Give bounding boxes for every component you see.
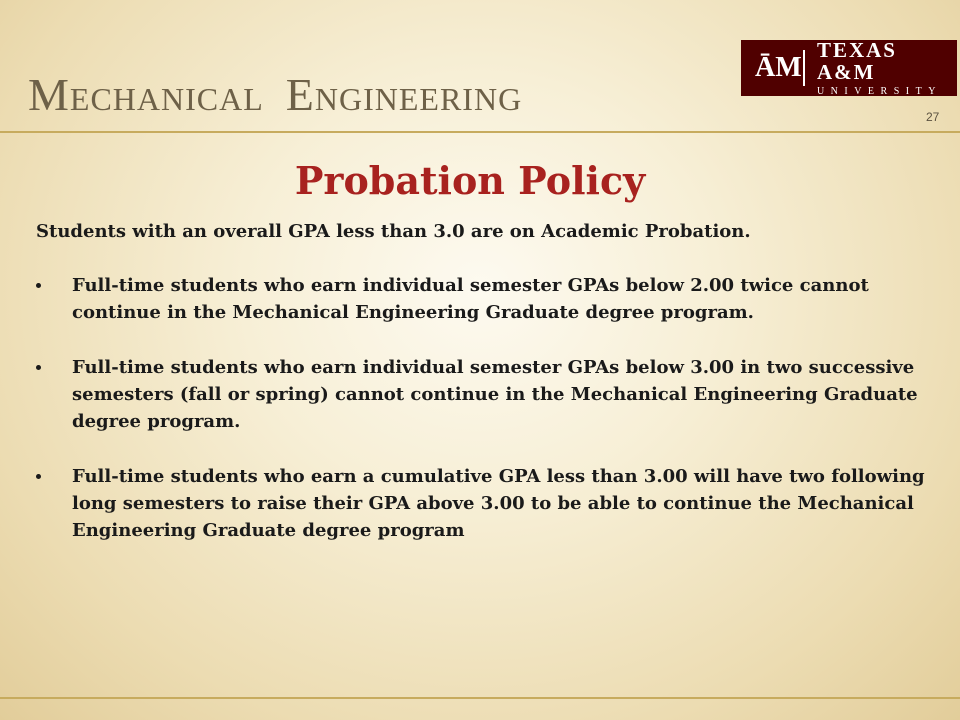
footer-divider	[0, 697, 960, 699]
logo-divider	[803, 50, 805, 86]
tamu-logo	[741, 37, 957, 97]
logo-line-1: TEXAS A&M	[816, 37, 897, 84]
atm-logo-mark-icon: ĀM	[755, 52, 802, 83]
bullet-item	[36, 272, 936, 326]
logo-line-2: UNIVERSITY	[816, 85, 942, 97]
logo-wordmark	[817, 39, 957, 98]
bullet-dot-icon	[36, 474, 41, 479]
header-title-word2: Engineering	[285, 69, 523, 120]
header-divider	[0, 131, 960, 133]
bullet-dot-icon	[36, 283, 41, 288]
bullet-text: Full-time students who earn a cumulative GPA less than 3.00 will have two following long semesters to raise their GPA above 3.00 to be able to continue the Mechanical Engineering Graduate degree program	[72, 466, 925, 541]
header-title	[28, 68, 522, 121]
intro-text: Students with an overall GPA less than 3.0 are on Academic Probation.	[36, 221, 751, 242]
bullet-item	[36, 463, 936, 544]
header-title-word1: Mechanical	[28, 69, 264, 120]
bullet-list	[36, 272, 936, 572]
bullet-dot-icon	[36, 365, 41, 370]
slide-title: Probation Policy	[294, 158, 646, 203]
bullet-text: Full-time students who earn individual semester GPAs below 3.00 in two successive semesters (fall or spring) cannot continue in the Mechanical Engineering Graduate degree program.	[72, 357, 918, 432]
page-number: 27	[926, 110, 940, 124]
bullet-item	[36, 354, 936, 435]
bullet-text: Full-time students who earn individual semester GPAs below 2.00 twice cannot continue in the Mechanical Engineering Graduate degree program.	[72, 275, 869, 323]
